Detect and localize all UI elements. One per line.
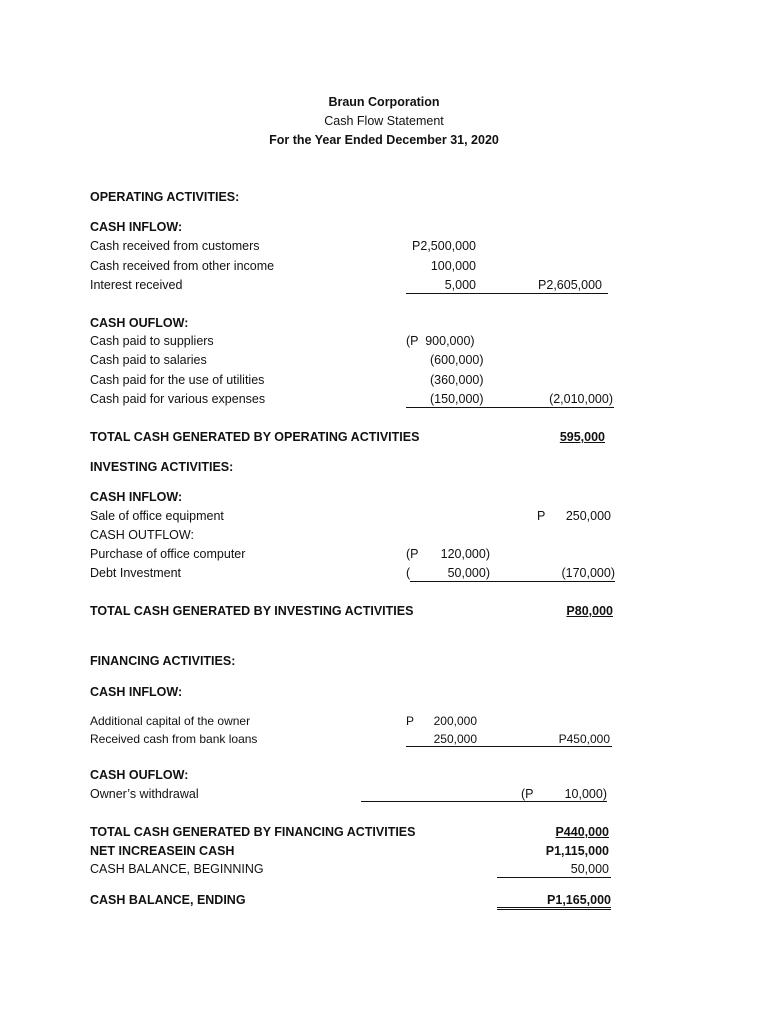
op-inflow-label-0: Cash received from customers	[90, 239, 260, 253]
investing-title: INVESTING ACTIVITIES:	[90, 460, 234, 474]
net-increase-label: NET INCREASEIN CASH	[90, 844, 235, 858]
fin-inflow-total: P450,000	[558, 732, 610, 746]
op-outflow-amount-3: (150,000)	[430, 392, 484, 406]
inv-outflow-label-1: Debt Investment	[90, 566, 182, 580]
inv-inflow-currency: P	[537, 509, 546, 523]
investing-outflow-title: CASH OUTFLOW:	[90, 528, 194, 542]
fin-inflow-label-0: Additional capital of the owner	[90, 714, 251, 728]
fin-outflow-label: Owner’s withdrawal	[90, 787, 199, 801]
cash-beginning-label: CASH BALANCE, BEGINNING	[90, 862, 264, 876]
financing-total: P440,000	[555, 825, 609, 839]
investing-inflow-title: CASH INFLOW:	[90, 490, 183, 504]
inv-outflow-amount-0: 120,000)	[440, 547, 490, 561]
fin-inflow-currency-0: P	[406, 714, 415, 728]
financing-inflow-title: CASH INFLOW:	[90, 685, 183, 699]
operating-title: OPERATING ACTIVITIES:	[90, 190, 240, 204]
op-outflow-amount-1: (600,000)	[430, 353, 484, 367]
op-inflow-label-2: Interest received	[90, 278, 183, 292]
cash-ending-value: P1,165,000	[547, 893, 611, 907]
operating-inflow-title: CASH INFLOW:	[90, 220, 183, 234]
op-inflow-total: P2,605,000	[538, 278, 602, 292]
rule	[497, 909, 611, 910]
op-outflow-amount-0: (P 900,000)	[406, 334, 475, 348]
operating-total-label: TOTAL CASH GENERATED BY OPERATING ACTIVITIES	[90, 430, 420, 444]
op-outflow-label-3: Cash paid for various expenses	[90, 392, 266, 406]
op-inflow-label-1: Cash received from other income	[90, 259, 275, 273]
op-inflow-amount-1: 100,000	[430, 259, 476, 273]
statement-title: Cash Flow Statement	[324, 114, 444, 128]
fin-outflow-total: 10,000)	[564, 787, 607, 801]
investing-total: P80,000	[566, 604, 613, 618]
net-increase-value: P1,115,000	[545, 844, 609, 858]
inv-inflow-total: 250,000	[565, 509, 611, 523]
inv-outflow-paren-1: (	[406, 566, 411, 580]
rule	[361, 801, 515, 802]
fin-outflow-paren: (P	[521, 787, 534, 801]
operating-outflow-title: CASH OUFLOW:	[90, 316, 189, 330]
financing-title: FINANCING ACTIVITIES:	[90, 654, 236, 668]
statement-period: For the Year Ended December 31, 2020	[269, 133, 499, 147]
rule	[497, 877, 611, 878]
inv-outflow-total: (170,000)	[561, 566, 615, 580]
company-name: Braun Corporation	[328, 95, 440, 109]
op-outflow-amount-2: (360,000)	[430, 373, 484, 387]
op-inflow-amount-0: P2,500,000	[412, 239, 476, 253]
rule	[410, 581, 490, 582]
cash-ending-label: CASH BALANCE, ENDING	[90, 893, 246, 907]
op-outflow-total: (2,010,000)	[549, 392, 613, 406]
op-outflow-label-1: Cash paid to salaries	[90, 353, 207, 367]
inv-outflow-label-0: Purchase of office computer	[90, 547, 246, 561]
rule	[406, 407, 490, 408]
rule	[406, 293, 478, 294]
rule	[497, 907, 611, 908]
op-inflow-amount-2: 5,000	[444, 278, 476, 292]
op-outflow-label-2: Cash paid for the use of utilities	[90, 373, 265, 387]
inv-outflow-paren-0: (P	[406, 547, 419, 561]
op-outflow-label-0: Cash paid to suppliers	[90, 334, 214, 348]
fin-inflow-amount-1: 250,000	[433, 732, 477, 746]
fin-inflow-amount-0: 200,000	[433, 714, 477, 728]
financing-total-label: TOTAL CASH GENERATED BY FINANCING ACTIVITIES	[90, 825, 416, 839]
rule	[490, 581, 615, 582]
investing-total-label: TOTAL CASH GENERATED BY INVESTING ACTIVITIES	[90, 604, 414, 618]
fin-inflow-label-1: Received cash from bank loans	[90, 732, 258, 746]
inv-outflow-amount-1: 50,000)	[447, 566, 490, 580]
financing-outflow-title: CASH OUFLOW:	[90, 768, 189, 782]
rule	[478, 293, 608, 294]
rule	[490, 407, 614, 408]
rule	[406, 746, 478, 747]
inv-inflow-label: Sale of office equipment	[90, 509, 224, 523]
operating-total: 595,000	[559, 430, 605, 444]
cash-beginning-value: 50,000	[570, 862, 609, 876]
